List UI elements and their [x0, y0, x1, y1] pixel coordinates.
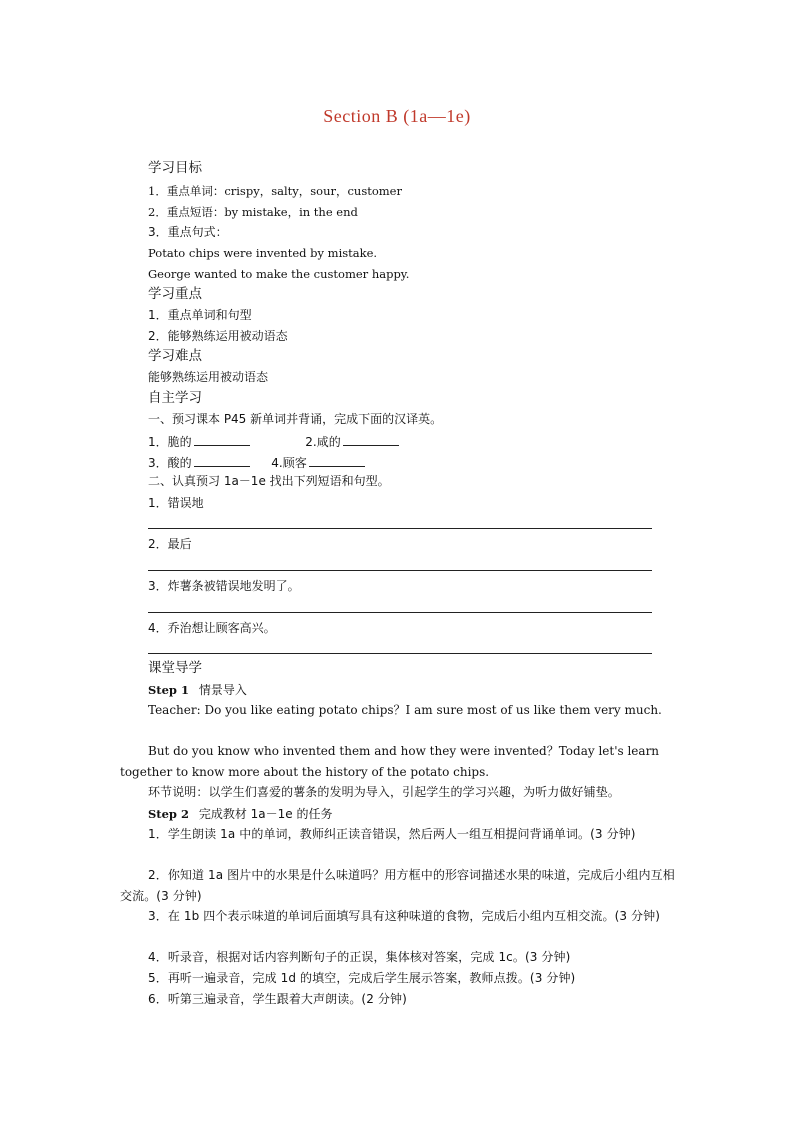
phrase-2-label: 2．最后	[148, 537, 192, 551]
goals-sentence-1: Potato chips were invented by mistake.	[148, 246, 378, 260]
goals-sentence-2: George wanted to make the customer happy.	[148, 267, 410, 281]
difficulty-item-1: 能够熟练运用被动语态	[148, 370, 269, 384]
vocab-q2-label: 2.咸的	[305, 435, 341, 449]
class-guide-heading: 课堂导学	[148, 660, 202, 676]
step-1-label: Step 1	[148, 683, 189, 697]
self-study-part-2: 二、认真预习 1a－1e 找出下列短语和句型。	[148, 474, 390, 488]
task-6: 6．听第三遍录音，学生跟着大声朗读。(2 分钟)	[148, 992, 407, 1006]
task-4: 4．听录音，根据对话内容判断句子的正误，集体核对答案，完成 1c。(3 分钟)	[148, 950, 571, 964]
question-line: But do you know who invented them and how they were invented？Today let's learn together to know more about the history of the potato chips.	[120, 744, 660, 779]
vocab-q4-label: 4.顾客	[271, 456, 307, 470]
focus-item-2: 2．能够熟练运用被动语态	[148, 329, 288, 343]
goals-item-2: 2．重点短语：by mistake，in the end	[148, 205, 358, 219]
self-study-heading: 自主学习	[148, 390, 202, 406]
task-3: 3．在 1b 四个表示味道的单词后面填写具有这种味道的食物，完成后小组内互相交流。(3 分钟)	[148, 909, 661, 923]
step-2-title: 完成教材 1a－1e 的任务	[198, 807, 333, 821]
step-1-note: 环节说明：以学生们喜爱的薯条的发明为导入，引起学生的学习兴趣，为听力做好铺垫。	[148, 785, 620, 799]
step-2-label: Step 2	[148, 807, 189, 821]
phrase-1-label: 1．错误地	[148, 496, 204, 510]
task-1: 1．学生朗读 1a 中的单词，教师纠正读音错误，然后两人一组互相提问背诵单词。(3 分钟)	[148, 827, 636, 841]
vocab-q3-label: 3．酸的	[148, 456, 192, 470]
vocab-q2-blank[interactable]	[343, 433, 399, 446]
phrase-3-answer-line[interactable]	[148, 612, 652, 613]
step-1-heading	[148, 683, 247, 698]
vocab-question-row-1	[148, 433, 399, 450]
vocab-q4-blank[interactable]	[309, 454, 365, 467]
phrase-3-label: 3．炸薯条被错误地发明了。	[148, 579, 300, 593]
phrase-4-answer-line[interactable]	[148, 653, 652, 654]
goals-item-1: 1．重点单词：crispy，salty，sour，customer	[148, 184, 402, 198]
goals-heading: 学习目标	[148, 160, 202, 176]
step-2-heading	[148, 807, 332, 822]
goals-item-3: 3．重点句式：	[148, 225, 228, 239]
phrase-4-label: 4．乔治想让顾客高兴。	[148, 621, 276, 635]
phrase-2-answer-line[interactable]	[148, 570, 652, 571]
teacher-line: Teacher: Do you like eating potato chips？I am sure most of us like them very much.	[148, 703, 662, 717]
vocab-q3-blank[interactable]	[194, 454, 250, 467]
phrase-1-answer-line[interactable]	[148, 528, 652, 529]
task-2: 2．你知道 1a 图片中的水果是什么味道吗？用方框中的形容词描述水果的味道，完成后小组内互相交流。(3 分钟)	[120, 868, 675, 903]
step-1-title: 情景导入	[198, 683, 247, 697]
self-study-part-1: 一、预习课本 P45 新单词并背诵，完成下面的汉译英。	[148, 412, 443, 426]
page-title: Section B (1a—1e)	[323, 106, 471, 126]
focus-heading: 学习重点	[148, 286, 202, 302]
task-5: 5．再听一遍录音，完成 1d 的填空，完成后学生展示答案，教师点拨。(3 分钟)	[148, 971, 576, 985]
difficulty-heading: 学习难点	[148, 348, 202, 364]
focus-item-1: 1．重点单词和句型	[148, 308, 252, 322]
vocab-q1-blank[interactable]	[194, 433, 250, 446]
vocab-question-row-2	[148, 454, 365, 471]
vocab-q1-label: 1．脆的	[148, 435, 192, 449]
